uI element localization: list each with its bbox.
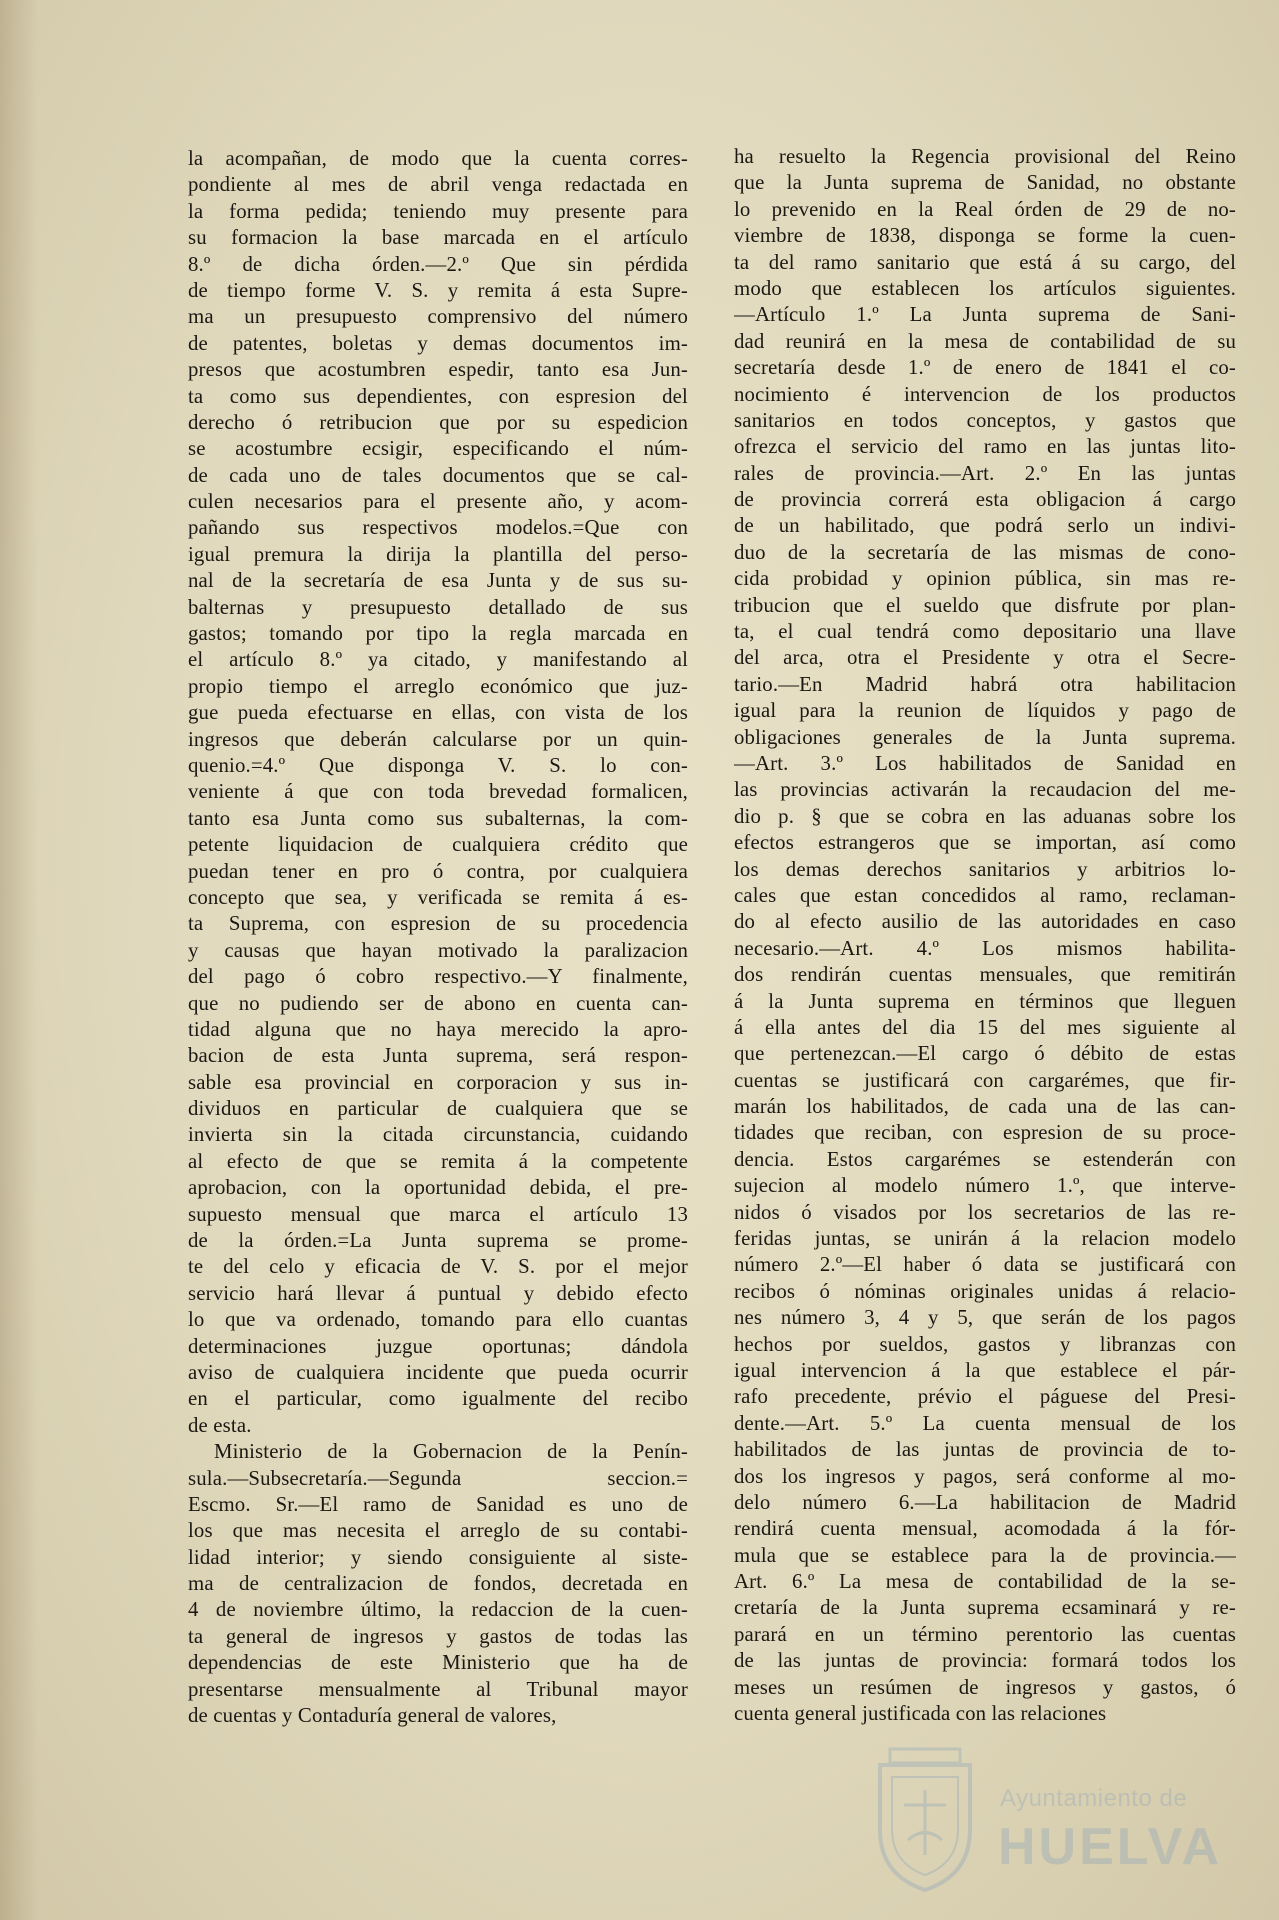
text-line: de cuentas y Contaduría general de valores, xyxy=(188,1704,557,1728)
text-line: parará en un término perentorio las cuentas xyxy=(734,1622,1236,1646)
text-line: sujecion al modelo número 1.º, que interve- xyxy=(734,1174,1236,1198)
text-line: presentarse mensualmente al Tribunal mayor xyxy=(188,1677,688,1701)
text-line: la forma pedida; teniendo muy presente para xyxy=(188,199,688,223)
text-line: do al efecto ausilio de las autoridades en caso xyxy=(734,910,1236,934)
text-line: nes número 3, 4 y 5, que serán de los pagos xyxy=(734,1306,1236,1330)
text-line: aviso de cualquiera incidente que pueda ocurrir xyxy=(188,1360,688,1384)
text-line: en el particular, como igualmente del recibo xyxy=(188,1387,688,1411)
text-line: habilitados de las juntas de provincia de to- xyxy=(734,1438,1236,1462)
text-line: propio tiempo el arreglo económico que juz- xyxy=(188,674,688,698)
text-line: dad reunirá en la mesa de contabilidad de su xyxy=(734,329,1236,353)
text-line: feridas juntas, se unirán á la relacion modelo xyxy=(734,1227,1236,1251)
text-line: nal de la secretaría de esa Junta y de sus su- xyxy=(188,569,688,593)
text-line: igual intervencion á la que establece el pár- xyxy=(734,1358,1236,1382)
text-line: de provincia correrá esta obligacion á cargo xyxy=(734,488,1236,512)
text-line: cales que estan concedidos al ramo, reclaman- xyxy=(734,883,1236,907)
text-line: ma un presupuesto comprensivo del número xyxy=(188,305,688,329)
text-line: marán los habilitados, de cada una de las can- xyxy=(734,1095,1236,1119)
watermark-line-2: HUELVA xyxy=(998,1818,1223,1876)
text-line: duo de la secretaría de las mismas de cono- xyxy=(734,540,1236,564)
text-line: de tiempo forme V. S. y remita á esta Supre- xyxy=(188,278,688,302)
text-line: lidad interior; y siendo consiguiente al siste- xyxy=(188,1545,688,1569)
text-line: dos rendirán cuentas mensuales, que remitirán xyxy=(734,963,1236,987)
text-line: tidades que reciban, con espresion de su proce- xyxy=(734,1121,1236,1145)
text-line: dependencias de este Ministerio que ha de xyxy=(188,1651,688,1675)
text-line: su formacion la base marcada en el artículo xyxy=(188,226,688,250)
text-line: determinaciones juzgue oportunas; dándola xyxy=(188,1334,688,1358)
text-line: puedan tener en pro ó contra, por cualquiera xyxy=(188,859,688,883)
text-line: rafo precedente, prévio el páguese del Presi- xyxy=(734,1385,1236,1409)
text-line: tario.—En Madrid habrá otra habilitacion xyxy=(734,672,1236,696)
left-text-column xyxy=(188,146,688,1729)
text-line: aprobacion, con la oportunidad debida, el pre- xyxy=(188,1176,688,1200)
text-line: invierta sin la citada circunstancia, cuidando xyxy=(188,1123,688,1147)
text-line: y causas que hayan motivado la paralizacion xyxy=(188,938,688,962)
text-line: sanitarios en todos conceptos, y gastos que xyxy=(734,408,1236,432)
text-line: los que mas necesita el arreglo de su contabi- xyxy=(188,1519,688,1543)
text-line: de las juntas de provincia: formará todos los xyxy=(734,1649,1236,1673)
text-line: á la Junta suprema en términos que lleguen xyxy=(734,989,1236,1013)
right-text-column xyxy=(734,144,1236,1727)
text-line: igual premura la dirija la plantilla del perso- xyxy=(188,542,688,566)
text-line: nocimiento é intervencion de los productos xyxy=(734,382,1236,406)
text-line: que la Junta suprema de Sanidad, no obstante xyxy=(734,171,1236,195)
text-line: tidad alguna que no haya merecido la apro- xyxy=(188,1017,688,1041)
text-line: los demas derechos sanitarios y arbitrios lo- xyxy=(734,857,1236,881)
text-line: sable esa provincial en corporacion y sus in- xyxy=(188,1070,688,1094)
text-line: presos que acostumbren espedir, tanto esa Jun- xyxy=(188,358,688,382)
text-line: de esta. xyxy=(188,1413,252,1437)
text-line: pondiente al mes de abril venga redactada en xyxy=(188,173,688,197)
text-line: dente.—Art. 5.º La cuenta mensual de los xyxy=(734,1411,1236,1435)
text-line: te del celo y eficacia de V. S. por el mejor xyxy=(188,1255,688,1279)
text-line: la acompañan, de modo que la cuenta corres- xyxy=(188,147,688,170)
text-line: dencia. Estos cargarémes se estenderán con xyxy=(734,1147,1236,1171)
text-line: ta del ramo sanitario que está á su cargo, del xyxy=(734,250,1236,274)
text-line: veniente á que con toda brevedad formalicen, xyxy=(188,780,688,804)
text-line: viembre de 1838, disponga se forme la cuen- xyxy=(734,224,1236,248)
watermark xyxy=(870,1745,1223,1905)
text-line: á ella antes del dia 15 del mes siguiente al xyxy=(734,1015,1236,1039)
text-line: tribucion que el sueldo que disfrute por plan- xyxy=(734,593,1236,617)
text-line: del arca, otra el Presidente y otra el Secre- xyxy=(734,646,1236,670)
text-line: petente liquidacion de cualquiera crédito que xyxy=(188,833,688,857)
text-line: Escmo. Sr.—El ramo de Sanidad es uno de xyxy=(188,1492,688,1516)
text-line: gastos; tomando por tipo la regla marcada en xyxy=(188,622,688,646)
text-line: nidos ó visados por los secretarios de las re- xyxy=(734,1200,1236,1224)
text-line: secretaría desde 1.º de enero de 1841 el co- xyxy=(734,356,1236,380)
text-line: derecho ó retribucion que por su espedicion xyxy=(188,410,688,434)
text-line: obligaciones generales de la Junta suprema. xyxy=(734,725,1236,749)
text-line: delo número 6.—La habilitacion de Madrid xyxy=(734,1490,1236,1514)
text-line: ingresos que deberán calcularse por un quin- xyxy=(188,727,688,751)
text-line: cretaría de la Junta suprema ecsaminará y re- xyxy=(734,1596,1236,1620)
text-line: ta general de ingresos y gastos de todas las xyxy=(188,1624,688,1648)
text-line: ma de centralizacion de fondos, decretada en xyxy=(188,1572,688,1596)
text-line: —Artículo 1.º La Junta suprema de Sani- xyxy=(734,303,1236,327)
text-line: pañando sus respectivos modelos.=Que con xyxy=(188,516,688,540)
text-line: modo que establecen los artículos siguientes. xyxy=(734,276,1236,300)
text-line: de cada uno de tales documentos que se cal- xyxy=(188,463,688,487)
text-line: rales de provincia.—Art. 2.º En las juntas xyxy=(734,461,1236,485)
text-line: el artículo 8.º ya citado, y manifestando al xyxy=(188,648,688,672)
text-line: quenio.=4.º Que disponga V. S. lo con- xyxy=(188,753,688,777)
text-line: que pertenezcan.—El cargo ó débito de estas xyxy=(734,1042,1236,1066)
text-line: de patentes, boletas y demas documentos im- xyxy=(188,331,688,355)
text-line: número 2.º—El haber ó data se justificará con xyxy=(734,1253,1236,1277)
text-line: —Art. 3.º Los habilitados de Sanidad en xyxy=(734,751,1236,775)
text-line: mula que se establece para la de provincia.— xyxy=(734,1543,1236,1567)
text-line: gue pueda efectuarse en ellas, con vista de los xyxy=(188,701,688,725)
text-line: se acostumbre ecsigir, especificando el núm- xyxy=(188,437,688,461)
text-line: hechos por sueldos, gastos y libranzas con xyxy=(734,1332,1236,1356)
watermark-line-1: Ayuntamiento de xyxy=(1000,1785,1188,1812)
text-line: de la órden.=La Junta suprema se prome- xyxy=(188,1229,688,1253)
text-line: que no pudiendo ser de abono en cuenta can- xyxy=(188,991,688,1015)
text-line: recibos ó nóminas originales unidas á relacio- xyxy=(734,1279,1236,1303)
page-spine-shadow xyxy=(0,0,38,1920)
text-line: ta como sus dependientes, con espresion del xyxy=(188,384,688,408)
text-line: Art. 6.º La mesa de contabilidad de la se- xyxy=(734,1570,1236,1594)
text-line: 4 de noviembre último, la redaccion de la cuen- xyxy=(188,1598,688,1622)
text-line: de un habilitado, que podrá serlo un indivi- xyxy=(734,514,1236,538)
text-line: dos los ingresos y pagos, será conforme al mo- xyxy=(734,1464,1236,1488)
text-line: servicio hará llevar á puntual y debido efecto xyxy=(188,1281,688,1305)
text-line: lo prevenido en la Real órden de 29 de no- xyxy=(734,197,1236,221)
text-line: rendirá cuenta mensual, acomodada á la fór- xyxy=(734,1517,1236,1541)
text-line: cuenta general justificada con las relaciones xyxy=(734,1702,1107,1726)
text-line: supuesto mensual que marca el artículo 13 xyxy=(188,1202,688,1226)
text-line: igual para la reunion de líquidos y pago de xyxy=(734,699,1236,723)
coat-of-arms-icon xyxy=(870,1745,980,1895)
text-line: ha resuelto la Regencia provisional del Reino xyxy=(734,145,1236,168)
text-line: meses un resúmen de ingresos y gastos, ó xyxy=(734,1675,1236,1699)
text-line: cida probidad y opinion pública, sin mas re- xyxy=(734,567,1236,591)
text-line: balternas y presupuesto detallado de sus xyxy=(188,595,688,619)
text-line: Ministerio de la Gobernacion de la Penín- xyxy=(214,1440,688,1464)
text-line: necesario.—Art. 4.º Los mismos habilita- xyxy=(734,936,1236,960)
text-line: bacion de esta Junta suprema, será respon- xyxy=(188,1044,688,1068)
text-line: efectos estrangeros que se importan, así como xyxy=(734,831,1236,855)
text-line: culen necesarios para el presente año, y acom- xyxy=(188,490,688,514)
text-line: tanto esa Junta como sus subalternas, la com- xyxy=(188,806,688,830)
text-line: concepto que sea, y verificada se remita á es- xyxy=(188,885,688,909)
text-line: ta Suprema, con espresion de su procedencia xyxy=(188,912,688,936)
text-line: sula.—Subsecretaría.—Segunda seccion.= xyxy=(188,1466,688,1490)
text-line: 8.º de dicha órden.—2.º Que sin pérdida xyxy=(188,252,688,276)
text-line: las provincias activarán la recaudacion del me- xyxy=(734,778,1236,802)
text-line: cuentas se justificará con cargarémes, que fir- xyxy=(734,1068,1236,1092)
text-line: del pago ó cobro respectivo.—Y finalmente, xyxy=(188,965,688,989)
text-line: dio p. § que se cobra en las aduanas sobre los xyxy=(734,804,1236,828)
text-line: lo que va ordenado, tomando para ello cuantas xyxy=(188,1308,688,1332)
text-line: ta, el cual tendrá como depositario una llave xyxy=(734,620,1236,644)
text-line: dividuos en particular de cualquiera que se xyxy=(188,1097,688,1121)
text-line: ofrezca el servicio del ramo en las juntas lito- xyxy=(734,435,1236,459)
text-line: al efecto de que se remita á la competente xyxy=(188,1149,688,1173)
